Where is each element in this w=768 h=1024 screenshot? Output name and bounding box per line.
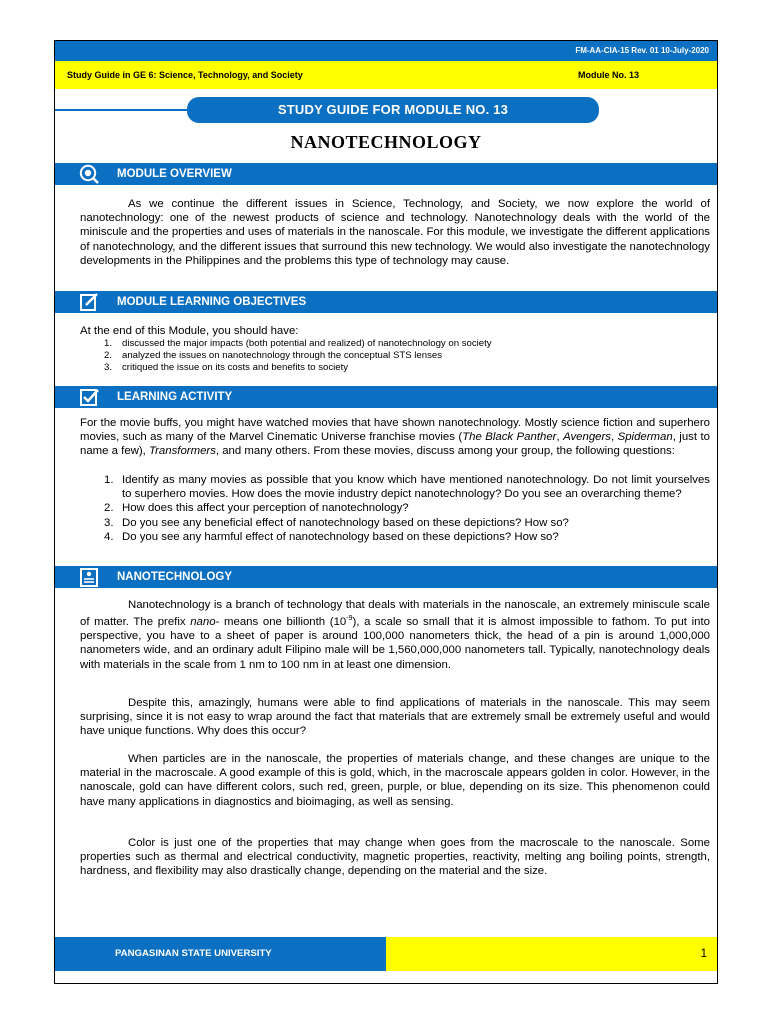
section-title: LEARNING ACTIVITY — [117, 391, 233, 403]
document-page — [54, 40, 718, 984]
page-title: NANOTECHNOLOGY — [290, 132, 482, 152]
nano-paragraph-2: Despite this, amazingly, humans were able to find applications of materials in the nanoscale. This may seem surprising, since it is not easy to wrap around the fact that materials that are extremely small be extremely useful and would have unique functions. Why does this occur? — [80, 697, 710, 738]
university-name: PANGASINAN STATE UNIVERSITY — [115, 948, 272, 959]
activity-paragraph: For the movie buffs, you might have watched movies that have shown nanotechnology. Mostly science fiction and superhero movies, such as many of the Marvel Cinematic Universe franchise movies (The Black Panther, Avengers, Spiderman, just to name a few), Transformers, and many others. From these movies, discuss among your group, the following questions: — [80, 417, 710, 458]
objectives-intro: At the end of this Module, you should have: — [80, 325, 299, 337]
list-item: 2. How does this affect your perception of nanotechnology? — [104, 502, 409, 515]
list-item: 3. Do you see any beneficial effect of nanotechnology based on these depictions? How so? — [104, 516, 569, 529]
header-bar — [55, 61, 717, 89]
list-item: 1. discussed the major impacts (both potential and realized) of nanotechnology on society — [104, 338, 492, 349]
objectives-list — [80, 338, 710, 375]
footer — [55, 937, 717, 971]
search-icon — [79, 164, 99, 184]
form-code: FM-AA-CIA-15 Rev. 01 10-July-2020 — [55, 41, 717, 61]
overview-paragraph: As we continue the different issues in Science, Technology, and Society, we now explore the world of nanotechnology: one of the newest products of science and technology. Nanotechnology deals with the world of the miniscule and the properties and uses of materials in the nanoscale. For this module, we investigate the different applications of nanotechnology, and the different issues that surround this new technology. We would also investigate the nanotechnology developments in the Philippines and the problems this type of technology may cause. — [80, 198, 710, 267]
nano-paragraph-1: Nanotechnology is a branch of technology that deals with materials in the nanoscale, an extremely miniscule scale of matter. The prefix nano- means one billionth $(10^{-9})$, a scale so small that it is almost impossible to fathom. To put into perspective, you have to a sheet of paper is around 100,000 nanometers thick, the head of a pin is around 1,000,000 nanometers wide, and an ordinary adult Filipino male will be 1,560,000,000 nanometers tall. Typically, nanotechnology deals with materials in the scale from 1 nm to 100 nm in at least one dimension. — [80, 599, 710, 671]
section-header-objectives — [55, 291, 717, 313]
section-header-overview — [55, 163, 717, 185]
list-item: 2. analyzed the issues on nanotechnology through the conceptual STS lenses — [104, 350, 443, 362]
list-item: 1. Identify as many movies as possible that you know which have mentioned nanotechnology. Do not limit yourselves to superhero movies. How does the movie industry depict nanotechnology? Do you see an overarching theme? — [104, 474, 710, 501]
page-number: 1 — [700, 948, 707, 960]
nano-paragraph-4: Color is just one of the properties that may change when goes from the macroscale to the nanoscale. Some properties such as thermal and electrical conductivity, magnetic properties, reactivity, melting ang boiling points, strength, hardness, and flexibility may also drastically change, depending on the material and the size. — [80, 837, 710, 878]
checkbox-icon — [79, 387, 99, 407]
module-number: Module No. 13 — [578, 70, 640, 80]
section-title: MODULE LEARNING OBJECTIVES — [117, 296, 307, 308]
activity-questions — [80, 473, 710, 544]
section-title: NANOTECHNOLOGY — [117, 571, 232, 583]
module-banner: STUDY GUIDE FOR MODULE NO. 13 — [187, 97, 599, 123]
document-icon — [79, 567, 99, 587]
section-header-activity — [55, 386, 717, 408]
study-guide-label: Study Guide in GE 6: Science, Technology, and Society — [67, 70, 303, 80]
section-header-nanotechnology — [55, 566, 717, 588]
list-item: 3. critiqued the issue on its costs and benefits to society — [104, 362, 349, 374]
section-title: MODULE OVERVIEW — [117, 168, 232, 180]
list-item: 4. Do you see any harmful effect of nanotechnology based on these depictions? How so? — [104, 530, 559, 543]
nano-paragraph-3: When particles are in the nanoscale, the properties of materials change, and these changes are unique to the material in the macroscale. A good example of this is gold, which, in the macroscale appears golden in color. However, in the nanoscale, gold can have different colors, such red, green, purple, or blue, depending on its size. This phenomenon could have many applications in diagnostics and bioimaging, as well as sensing. — [80, 753, 710, 808]
edit-icon — [79, 292, 99, 312]
